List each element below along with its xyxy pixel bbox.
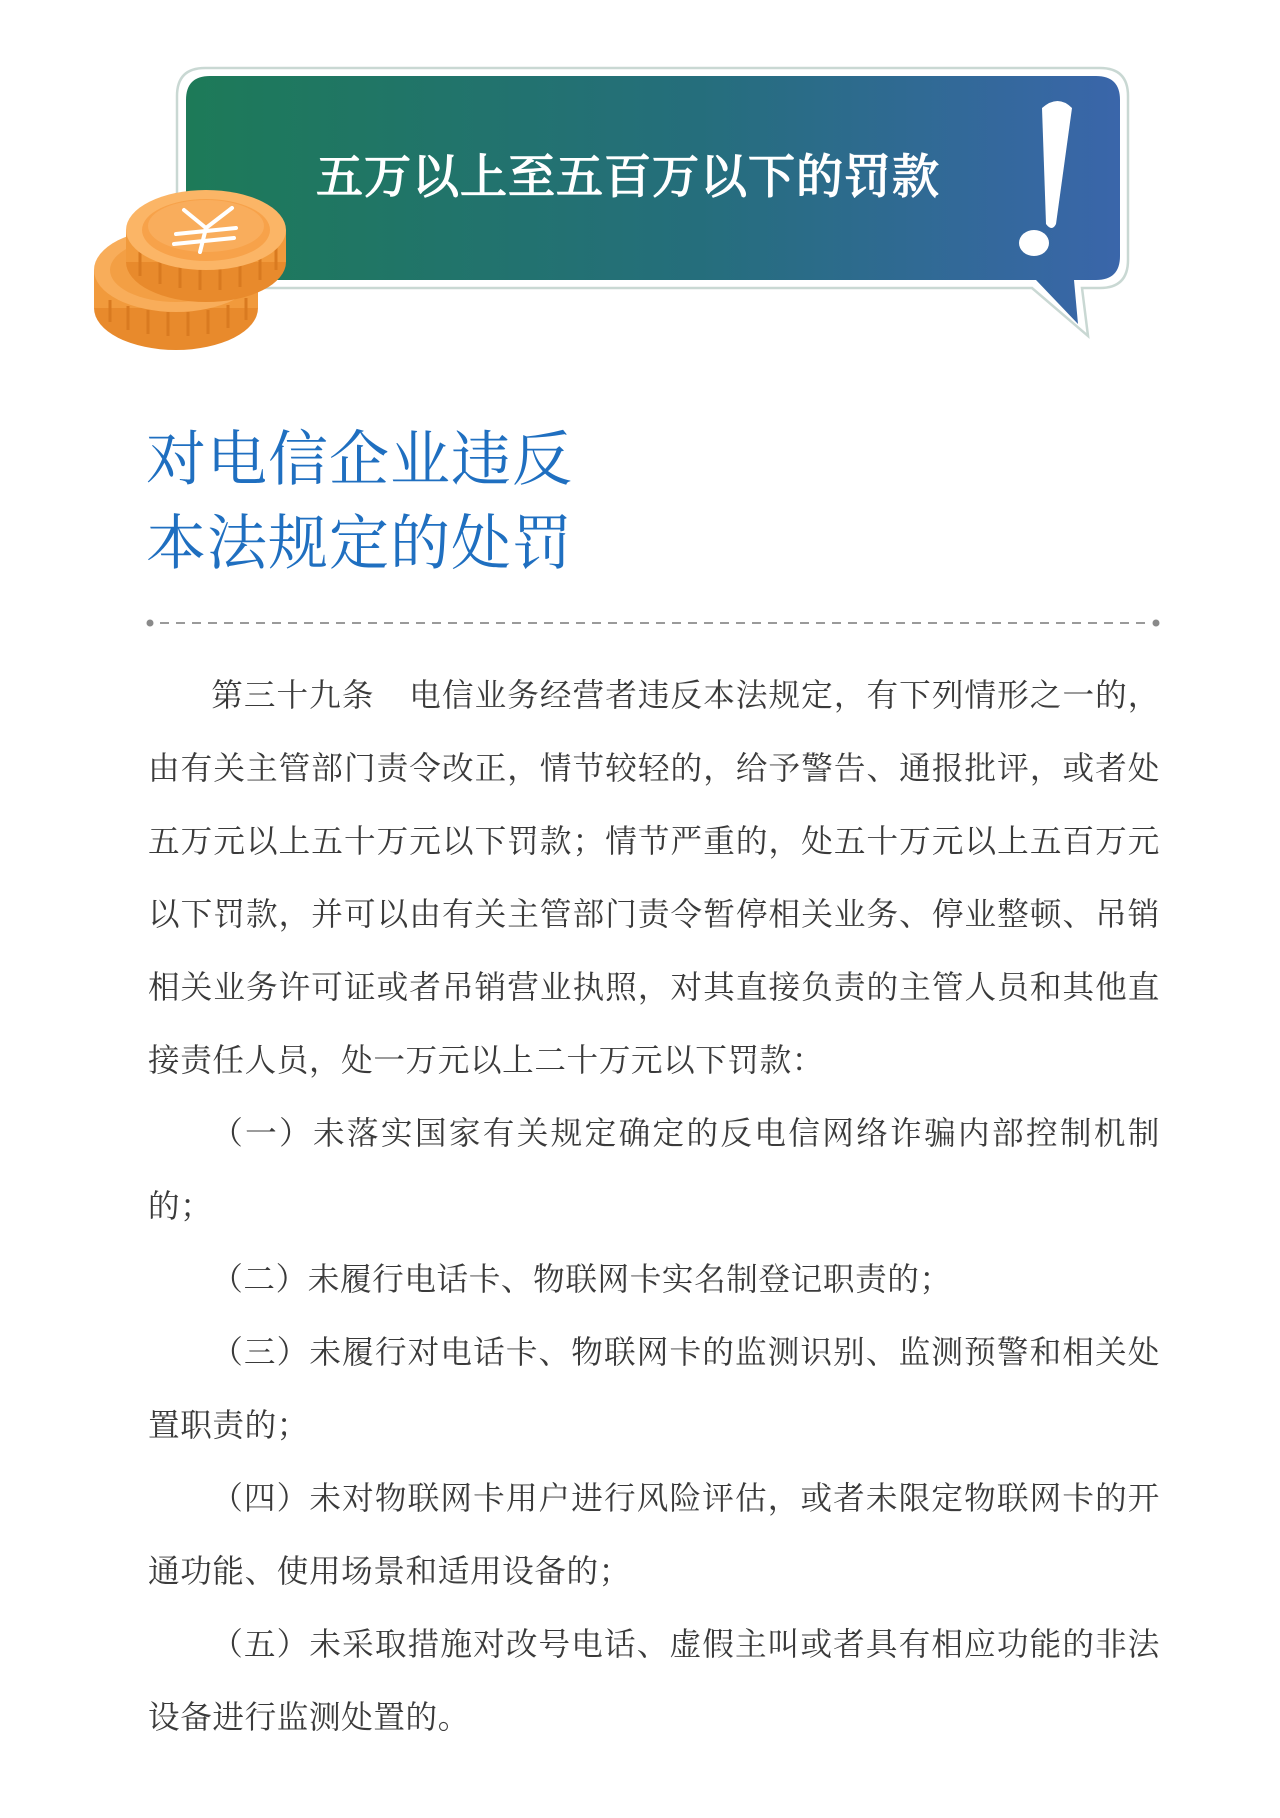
section-heading-line-2: 本法规定的处罚: [146, 509, 573, 579]
banner: [0, 0, 1280, 360]
banner-title: 五万以上至五百万以下的罚款: [316, 150, 940, 205]
article-item-1: （一）未落实国家有关规定确定的反电信网络诈骗内部控制机制的；: [148, 1116, 1160, 1225]
article-item-3: （三）未履行对电话卡、物联网卡的监测识别、监测预警和相关处置职责的；: [148, 1335, 1160, 1444]
coin-stack-icon: [94, 190, 286, 350]
article-item-5: （五）未采取措施对改号电话、虚假主叫或者具有相应功能的非法设备进行监测处置的。: [148, 1627, 1160, 1736]
article-number: 第三十九条: [211, 678, 375, 714]
section-heading: [146, 418, 846, 586]
article-intro-paragraph: [148, 660, 1160, 1098]
article-intro-text: 电信业务经营者违反本法规定，有下列情形之一的，由有关主管部门责令改正，情节较轻的，给予警告、通报批评，或者处五万元以上五十万元以下罚款；情节严重的，处五十万元以上五百万元以下罚款，并可以由有关主管部门责令暂停相关业务、停业整顿、吊销相关业务许可证或者吊销营业执照，对其直接负责的主管人员和其他直接责任人员，处一万元以上二十万元以下罚款：: [148, 678, 1160, 1079]
dashed-divider: [146, 619, 1160, 627]
article-item-2: （二）未履行电话卡、物联网卡实名制登记职责的；: [211, 1262, 952, 1298]
article-body: [148, 660, 1160, 1755]
article-item-4: （四）未对物联网卡用户进行风险评估，或者未限定物联网卡的开通功能、使用场景和适用设备的；: [148, 1481, 1160, 1590]
section-heading-line-1: 对电信企业违反: [146, 425, 573, 495]
